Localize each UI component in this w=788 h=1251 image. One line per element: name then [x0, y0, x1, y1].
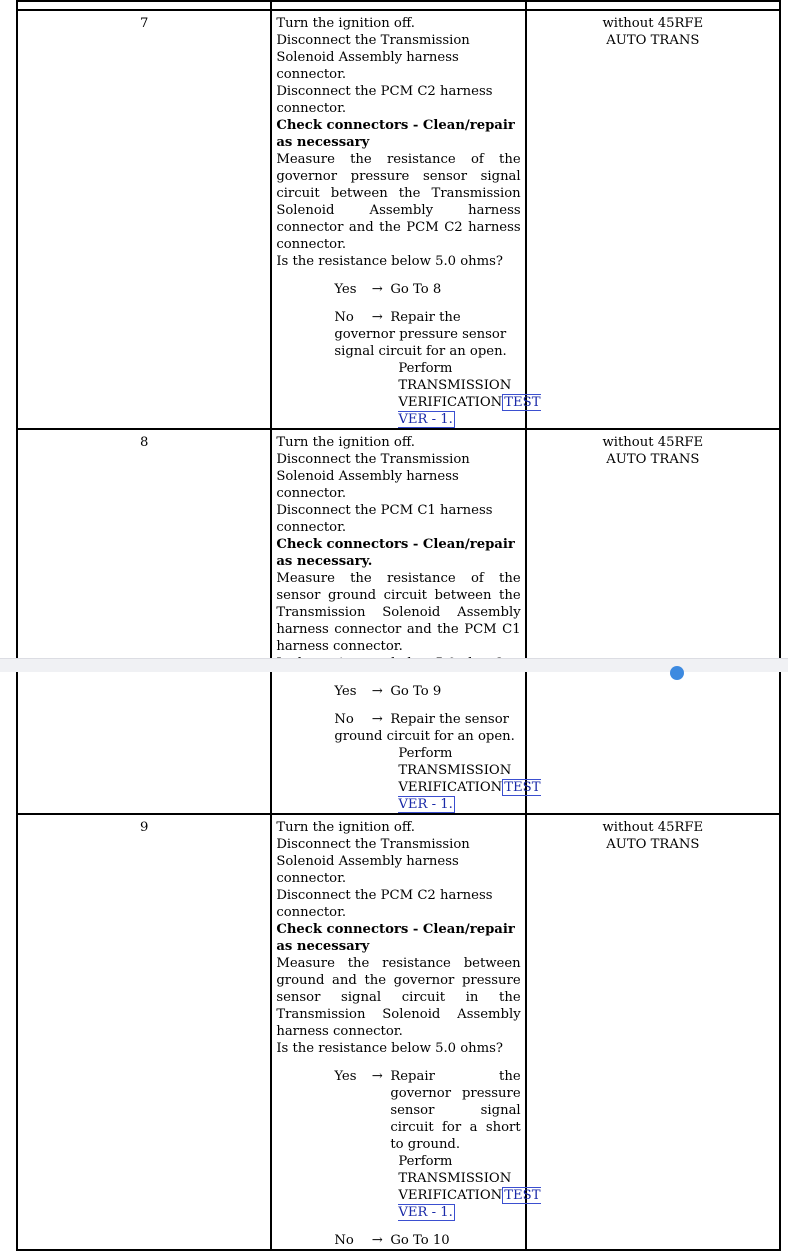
- instruction-line: Disconnect the Transmission Solenoid Assembly harness connector.: [276, 33, 470, 82]
- instruction-line: Disconnect the Transmission Solenoid Assembly harness connector.: [276, 452, 470, 501]
- yes-result: Repair the governor pressure sensor signal circuit for a short to ground.: [390, 1069, 521, 1152]
- check-connectors-heading: Check connectors - Clean/repair as necessary: [276, 118, 515, 150]
- perform-text: Perform TRANSMISSION VERIFICATION: [398, 361, 512, 410]
- step-note: [526, 429, 780, 814]
- perform-line: [276, 360, 541, 428]
- step-note: [526, 814, 780, 1250]
- arrow-icon: →: [371, 282, 383, 297]
- note-line: without 45RFE: [602, 16, 704, 31]
- yes-result: Go To 9: [390, 684, 442, 699]
- test-ver-link[interactable]: TEST VER - 1.: [398, 1188, 541, 1220]
- yes-label: Yes: [334, 1069, 357, 1084]
- perform-text: Perform TRANSMISSION VERIFICATION: [398, 746, 512, 795]
- instruction-line: Disconnect the PCM C2 harness connector.: [276, 888, 493, 920]
- perform-text: Perform TRANSMISSION VERIFICATION: [398, 1154, 512, 1203]
- measure-instruction: Measure the resistance between ground and the governor pressure sensor signal circuit in the Transmission Solenoid Assembly harness connector.: [276, 956, 521, 1039]
- instruction-line: Disconnect the PCM C1 harness connector.: [276, 503, 493, 535]
- step-row: [17, 814, 780, 1250]
- step-number: 8: [17, 429, 271, 814]
- question: Is the resistance below 5.0 ohms?: [276, 254, 504, 269]
- perform-line: [276, 745, 541, 813]
- arrow-icon: →: [371, 1233, 383, 1248]
- no-result: Repair the governor pressure sensor signal circuit for an open.: [334, 310, 507, 359]
- note-line: without 45RFE: [602, 435, 704, 450]
- question: Is the resistance below 5.0 ohms?: [276, 1041, 504, 1056]
- test-ver-link[interactable]: TEST VER - 1.: [398, 395, 541, 427]
- step-number: 7: [17, 10, 271, 429]
- previous-row-cutoff: [17, 1, 780, 10]
- instruction-line: Turn the ignition off.: [276, 16, 415, 31]
- yes-label: Yes: [334, 282, 357, 297]
- step-row: [17, 429, 780, 814]
- note-line: AUTO TRANS: [606, 452, 700, 467]
- yes-label: Yes: [334, 684, 357, 699]
- test-ver-link[interactable]: TEST VER - 1.: [398, 780, 541, 812]
- scroll-indicator-icon[interactable]: [670, 666, 684, 680]
- no-result: Go To 10: [390, 1233, 450, 1248]
- no-label: No: [334, 1233, 354, 1248]
- step-instructions: [271, 10, 541, 429]
- check-connectors-heading: Check connectors - Clean/repair as necessary: [276, 922, 515, 954]
- no-label: No: [334, 712, 354, 727]
- arrow-icon: →: [371, 684, 383, 699]
- instruction-line: Turn the ignition off.: [276, 820, 415, 835]
- check-connectors-heading: Check connectors - Clean/repair as necessary.: [276, 537, 515, 569]
- step-row: [17, 10, 780, 429]
- instruction-line: Disconnect the PCM C2 harness connector.: [276, 84, 493, 116]
- note-line: AUTO TRANS: [606, 33, 700, 48]
- step-instructions: [271, 814, 541, 1250]
- perform-line: [276, 1153, 541, 1221]
- no-label: No: [334, 310, 354, 325]
- measure-instruction: Measure the resistance of the governor pressure sensor signal circuit between the Transmission Solenoid Assembly harness connector and the PCM C2 harness connector.: [276, 152, 521, 252]
- no-answer: [276, 1232, 520, 1249]
- arrow-icon: →: [371, 1069, 383, 1084]
- note-line: without 45RFE: [602, 820, 704, 835]
- yes-answer: [276, 281, 520, 298]
- step-note: [526, 10, 780, 429]
- instruction-line: Turn the ignition off.: [276, 435, 415, 450]
- yes-answer: [276, 1068, 520, 1153]
- procedure-table: [16, 0, 781, 1251]
- arrow-icon: →: [371, 310, 383, 325]
- arrow-icon: →: [371, 712, 383, 727]
- instruction-line: Disconnect the Transmission Solenoid Assembly harness connector.: [276, 837, 470, 886]
- no-answer: [276, 711, 520, 745]
- note-line: AUTO TRANS: [606, 837, 700, 852]
- measure-instruction: Measure the resistance of the sensor ground circuit between the Transmission Solenoid Assembly harness connector and the PCM C1 harness connector.: [276, 571, 521, 654]
- step-instructions: [271, 429, 541, 814]
- yes-answer: [276, 683, 520, 700]
- yes-result: Go To 8: [390, 282, 442, 297]
- no-result: Repair the sensor ground circuit for an open.: [334, 712, 515, 744]
- step-number: 9: [17, 814, 271, 1250]
- no-answer: [276, 309, 520, 360]
